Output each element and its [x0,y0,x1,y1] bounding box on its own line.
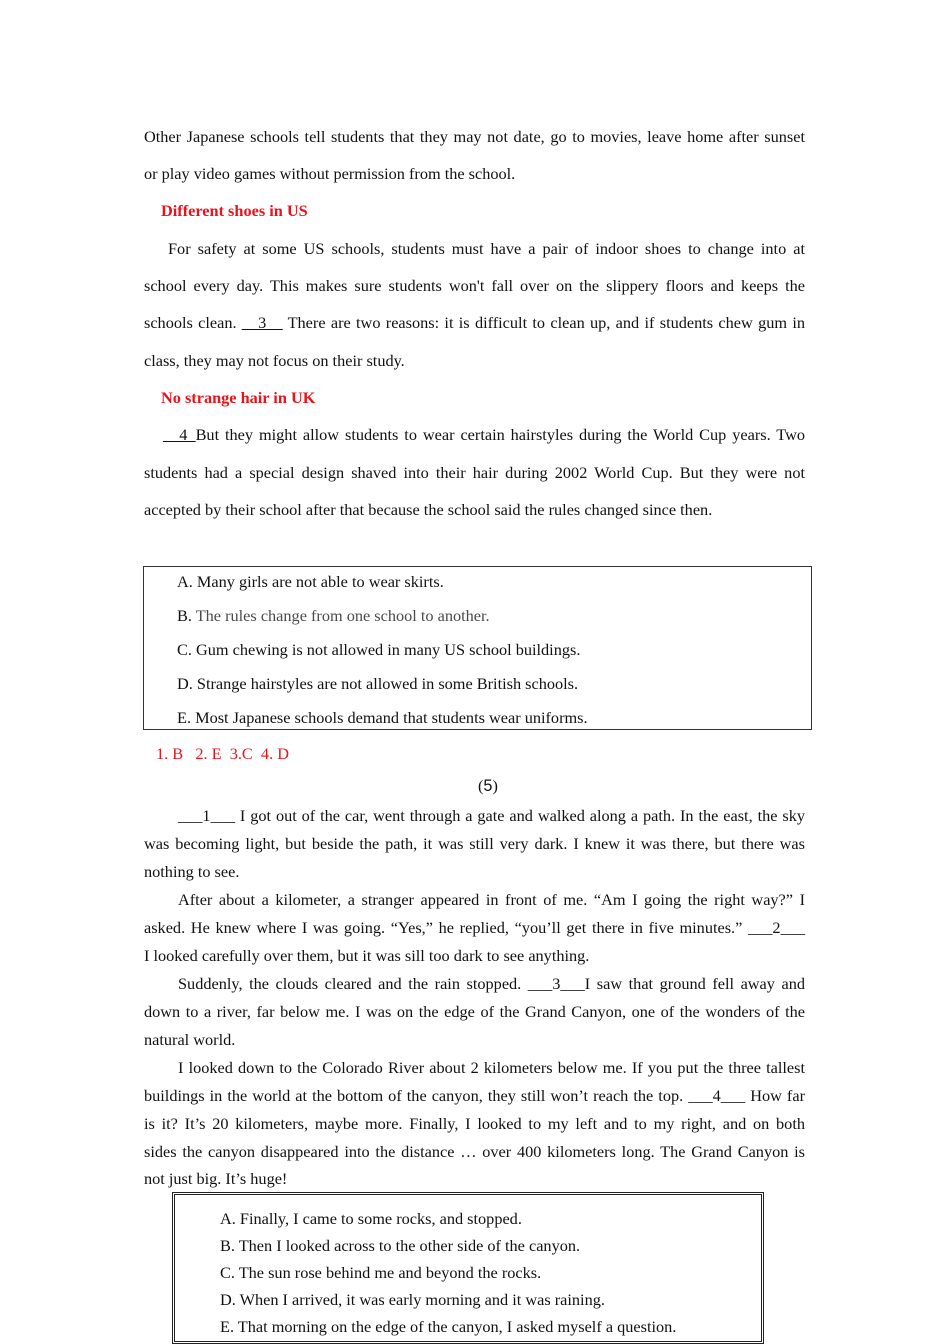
passage-line: is it? It’s 20 kilometers, maybe more. Finally, I looked to my left and to my right, and on both [144,1114,805,1133]
option-c: C. The sun rose behind me and beyond the rocks. [220,1263,542,1282]
option-e: E. Most Japanese schools demand that students wear uniforms. [177,708,588,727]
option-c: C. Gum chewing is not allowed in many US school buildings. [177,640,581,659]
passage-line: students had a special design shaved into their hair during 2002 World Cup. But they were not [144,463,805,482]
option-a: A. Finally, I came to some rocks, and stopped. [220,1209,522,1228]
passage-line: natural world. [144,1030,236,1049]
option-label: B. [177,606,196,625]
option-e: E. That morning on the edge of the canyon, I asked myself a question. [220,1317,677,1336]
passage-line: buildings in the world at the bottom of the canyon, they still won’t reach the top. ___4___ How far [144,1086,805,1105]
answer-key: 1. B 2. E 3.C 4. D [156,744,289,763]
passage-line [144,313,805,333]
passage-line: asked. He knew where I was going. “Yes,” he replied, “you’ll get there in five minutes.” ___2___ [144,918,805,937]
paren: ) [492,776,498,795]
answer-blank-3[interactable]: __3__ [241,313,283,332]
passage-line: sides the canyon disappeared into the distance … over 400 kilometers long. The Grand Canyon is [144,1142,805,1161]
passage-line: nothing to see. [144,862,240,881]
passage-line [163,425,805,445]
passage-line: class, they may not focus on their study. [144,351,405,370]
paren: ( [478,776,484,795]
passage-line: I looked carefully over them, but it was sill too dark to see anything. [144,946,590,965]
options-box [143,566,812,730]
options-box [172,1192,764,1344]
option-d: D. Strange hairstyles are not allowed in some British schools. [177,674,579,693]
option-d: D. When I arrived, it was early morning and it was raining. [220,1290,605,1309]
passage-line: was becoming light, but beside the path, it was still very dark. I knew it was there, but there was [144,834,805,853]
section-number [478,776,498,796]
passage-line: Other Japanese schools tell students that they may not date, go to movies, leave home after sunset [144,127,805,146]
section-heading-us: Different shoes in US [161,201,308,220]
passage-text: There are two reasons: it is difficult to clean up, and if students chew gum in [282,313,805,332]
passage-line: For safety at some US schools, students must have a pair of indoor shoes to change into at [168,239,805,258]
passage-line: not just big. It’s huge! [144,1169,288,1188]
option-a: A. Many girls are not able to wear skirts. [177,572,444,591]
passage-text: schools clean. [144,313,242,332]
passage-line: ___1___ I got out of the car, went through a gate and walked along a path. In the east, the sky [178,806,805,825]
passage-line: Suddenly, the clouds cleared and the rain stopped. ___3___I saw that ground fell away and [178,974,805,993]
option-b [177,606,490,626]
option-text: The rules change from one school to another. [195,606,490,625]
passage-line: school every day. This makes sure students won't fall over on the slippery floors and keeps the [144,276,805,295]
section-heading-uk: No strange hair in UK [161,388,316,407]
passage-text: But they might allow students to wear certain hairstyles during the World Cup years. Two [195,425,805,444]
passage-line: down to a river, far below me. I was on the edge of the Grand Canyon, one of the wonders of the [144,1002,805,1021]
passage-line: After about a kilometer, a stranger appeared in front of me. “Am I going the right way?” I [178,890,805,909]
passage-line: I looked down to the Colorado River about 2 kilometers below me. If you put the three tallest [178,1058,805,1077]
passage-line: or play video games without permission from the school. [144,164,516,183]
passage-line: accepted by their school after that because the school said the rules changed since then. [144,500,713,519]
option-b: B. Then I looked across to the other side of the canyon. [220,1236,581,1255]
answer-blank-4[interactable]: __4_ [163,425,196,444]
section-number-digit: 5 [483,777,493,795]
